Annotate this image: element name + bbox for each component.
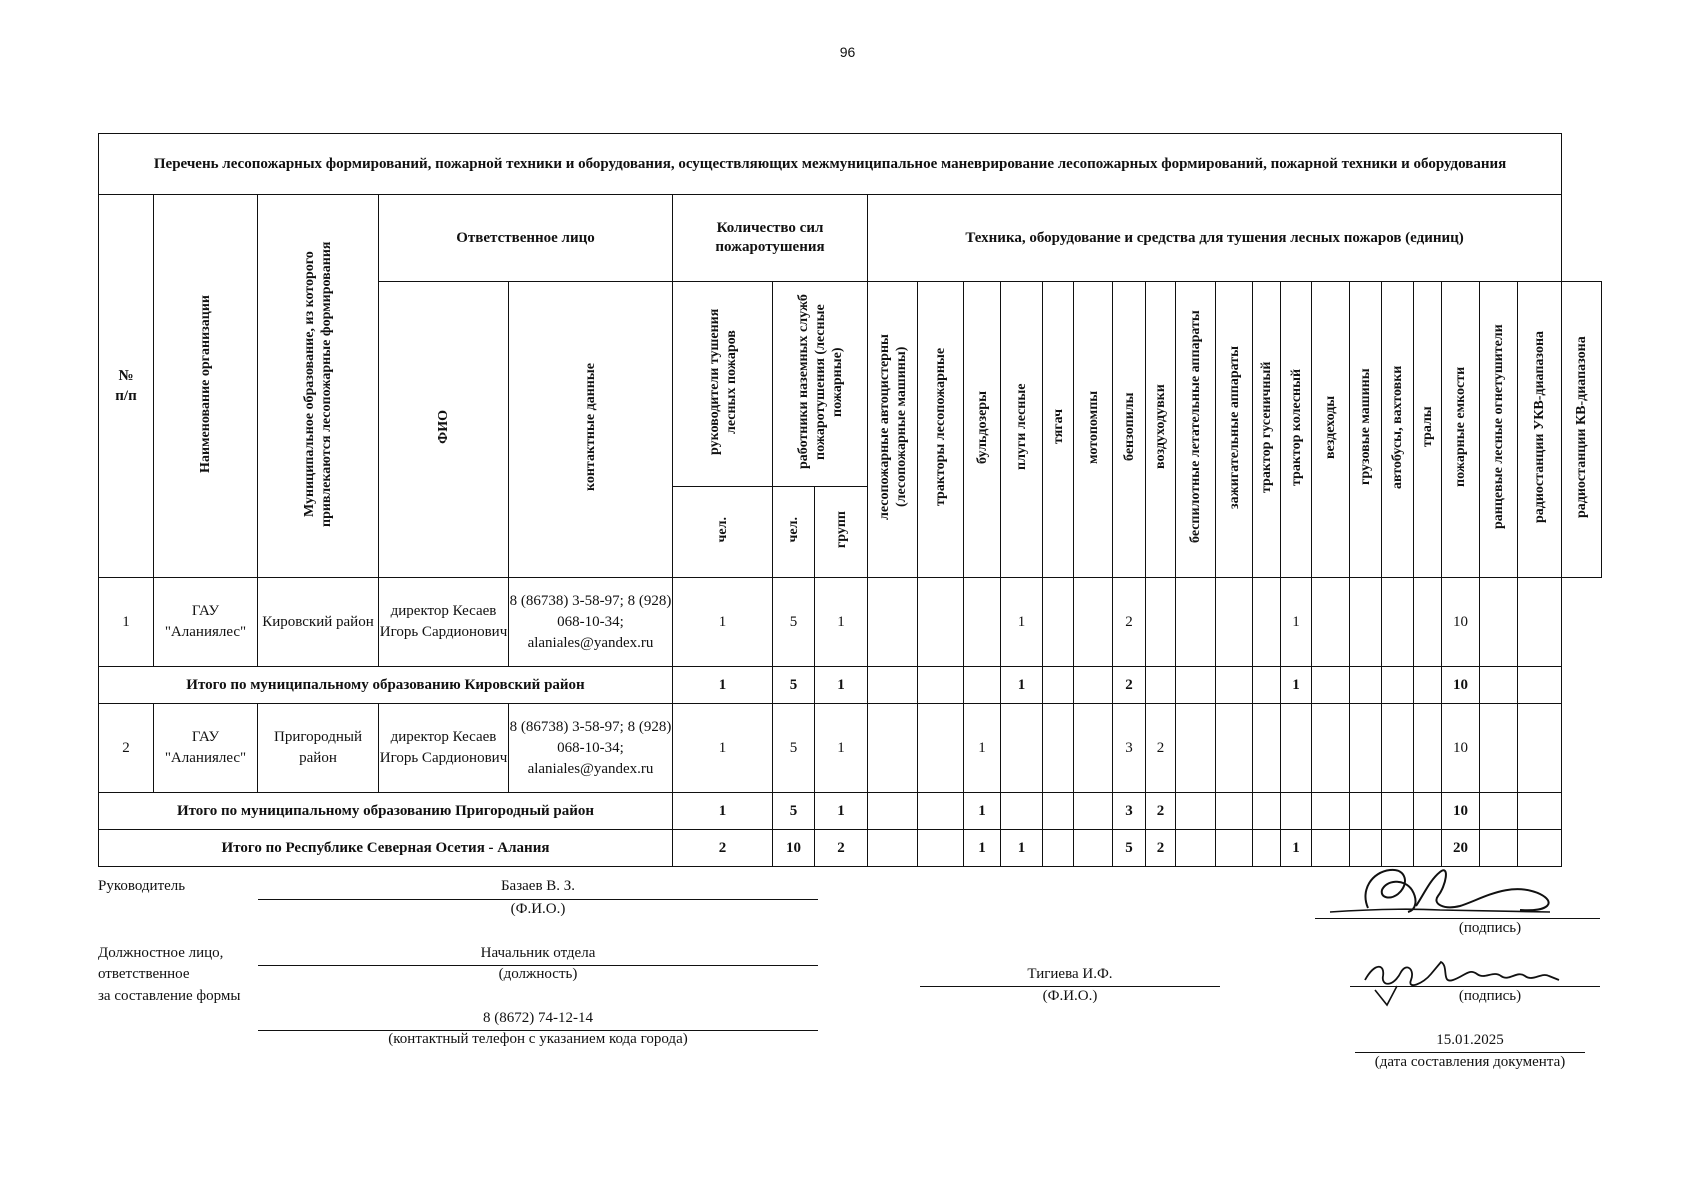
table-body	[99, 578, 1602, 867]
value-cell	[1216, 704, 1253, 793]
value-cell	[1480, 793, 1518, 830]
value-cell	[1176, 793, 1216, 830]
head-label: Руководитель	[98, 878, 186, 894]
header-unit-1: чел.	[773, 487, 815, 578]
value-cell	[1043, 793, 1074, 830]
value-cell	[1382, 578, 1414, 667]
row-num: 1	[99, 578, 154, 667]
official-label-3: за составление формы	[98, 988, 241, 1004]
header-eq-18: радиостанции УКВ-диапазона	[1518, 282, 1562, 578]
value-cell: 1	[1281, 830, 1312, 867]
official-position-caption: (должность)	[498, 966, 578, 982]
value-cell	[1350, 704, 1382, 793]
value-cell: 5	[773, 704, 815, 793]
value-cell: 2	[1146, 793, 1176, 830]
row-contacts: 8 (86738) 3-58-97; 8 (928) 068-10-34; alaniales@yandex.ru	[509, 704, 673, 793]
value-cell	[1043, 667, 1074, 704]
official-signature-line	[1350, 986, 1600, 987]
value-cell	[1074, 830, 1113, 867]
value-cell	[918, 793, 964, 830]
value-cell	[868, 793, 918, 830]
header-eq-16: пожарные емкости	[1442, 282, 1480, 578]
header-eq-14: автобусы, вахтовки	[1382, 282, 1414, 578]
value-cell	[1312, 667, 1350, 704]
value-cell	[1518, 578, 1562, 667]
head-signature-caption: (подпись)	[1458, 920, 1522, 936]
header-responsible: Ответственное лицо	[379, 195, 673, 282]
value-cell	[1414, 793, 1442, 830]
value-cell: 2	[1146, 830, 1176, 867]
header-municipality: Муниципальное образование, из которого привлекаются лесопожарные формирования	[258, 195, 379, 578]
value-cell	[1253, 667, 1281, 704]
value-cell: 1	[1281, 578, 1312, 667]
value-cell	[1176, 667, 1216, 704]
header-eq-9: зажигательные аппараты	[1216, 282, 1253, 578]
header-eq-6: бензопилы	[1113, 282, 1146, 578]
header-unit-0: чел.	[673, 487, 773, 578]
header-eq-3: плуги лесные	[1001, 282, 1043, 578]
header-eq-4: тягач	[1043, 282, 1074, 578]
header-eq-12: вездеходы	[1312, 282, 1350, 578]
value-cell	[1043, 704, 1074, 793]
value-cell: 2	[1113, 667, 1146, 704]
official-name-line	[920, 986, 1220, 987]
value-cell	[1281, 704, 1312, 793]
value-cell	[1382, 667, 1414, 704]
header-contacts: контактные данные	[509, 282, 673, 578]
value-cell	[868, 667, 918, 704]
header-eq-17: ранцевые лесные огнетушители	[1480, 282, 1518, 578]
value-cell	[1074, 578, 1113, 667]
value-cell	[1253, 830, 1281, 867]
header-eq-11: трактор колесный	[1281, 282, 1312, 578]
header-eq-13: грузовые машины	[1350, 282, 1382, 578]
value-cell	[1216, 830, 1253, 867]
value-cell: 2	[673, 830, 773, 867]
header-num: № п/п	[99, 195, 154, 578]
subtotal-row	[99, 793, 1602, 830]
table-row	[99, 704, 1602, 793]
table-title: Перечень лесопожарных формирований, пожарной техники и оборудования, осуществляющих межмуниципальное маневрирование лесопожарных формирований, пожарной техники и оборудования	[99, 134, 1562, 195]
value-cell	[1146, 667, 1176, 704]
header-forces-workers: работники наземных служб пожаротушения (лесные пожарные)	[773, 282, 868, 487]
header-unit-2: групп	[815, 487, 868, 578]
row-fio: директор Кесаев Игорь Сардионович	[379, 704, 509, 793]
row-org: ГАУ "Аланиялес"	[154, 578, 258, 667]
value-cell	[1176, 830, 1216, 867]
value-cell	[918, 578, 964, 667]
value-cell: 3	[1113, 704, 1146, 793]
document-date-caption: (дата составления документа)	[1374, 1054, 1566, 1070]
value-cell: 1	[964, 830, 1001, 867]
head-name-line	[258, 899, 818, 900]
head-signature-line	[1315, 918, 1600, 919]
value-cell	[1074, 793, 1113, 830]
header-eq-10: трактор гусеничный	[1253, 282, 1281, 578]
value-cell: 1	[815, 667, 868, 704]
value-cell	[918, 704, 964, 793]
value-cell	[1176, 578, 1216, 667]
value-cell	[1001, 793, 1043, 830]
value-cell: 1	[815, 578, 868, 667]
value-cell	[1074, 667, 1113, 704]
value-cell	[1001, 704, 1043, 793]
official-phone-caption: (контактный телефон с указанием кода города)	[388, 1031, 688, 1047]
document-date-line	[1355, 1052, 1585, 1053]
value-cell	[1253, 578, 1281, 667]
value-cell	[964, 667, 1001, 704]
value-cell: 1	[1281, 667, 1312, 704]
value-cell	[1043, 578, 1074, 667]
official-label-2: ответственное	[98, 966, 190, 982]
value-cell: 1	[673, 704, 773, 793]
document-date: 15.01.2025	[1436, 1032, 1504, 1048]
subtotal-row	[99, 667, 1602, 704]
value-cell	[868, 830, 918, 867]
official-signature-caption: (подпись)	[1458, 988, 1522, 1004]
page-number: 96	[839, 44, 856, 60]
value-cell: 1	[673, 793, 773, 830]
value-cell: 3	[1113, 793, 1146, 830]
header-forces-leaders: руководители тушения лесных пожаров	[673, 282, 773, 487]
value-cell	[1312, 578, 1350, 667]
value-cell	[1146, 578, 1176, 667]
value-cell	[1518, 793, 1562, 830]
value-cell: 1	[1001, 578, 1043, 667]
official-name: Тигиева И.Ф.	[1027, 966, 1113, 982]
row-municipality: Кировский район	[258, 578, 379, 667]
header-eq-2: бульдозеры	[964, 282, 1001, 578]
value-cell: 1	[964, 793, 1001, 830]
value-cell	[868, 704, 918, 793]
total-label: Итого по Республике Северная Осетия - Алания	[99, 830, 673, 867]
formations-table	[98, 133, 1602, 867]
value-cell: 10	[1442, 578, 1480, 667]
header-equipment: Техника, оборудование и средства для тушения лесных пожаров (единиц)	[868, 195, 1562, 282]
value-cell	[918, 830, 964, 867]
value-cell	[1074, 704, 1113, 793]
value-cell	[1480, 667, 1518, 704]
value-cell	[1176, 704, 1216, 793]
value-cell	[1480, 704, 1518, 793]
head-name: Базаев В. З.	[500, 878, 576, 894]
value-cell	[1216, 578, 1253, 667]
header-eq-19: радиостанции КВ-диапазона	[1562, 282, 1602, 578]
header-forces: Количество сил пожаротушения	[673, 195, 868, 282]
value-cell	[1253, 793, 1281, 830]
value-cell	[1350, 578, 1382, 667]
value-cell: 1	[815, 704, 868, 793]
value-cell	[1414, 578, 1442, 667]
table-row	[99, 578, 1602, 667]
header-eq-15: тралы	[1414, 282, 1442, 578]
value-cell	[1414, 667, 1442, 704]
row-contacts: 8 (86738) 3-58-97; 8 (928) 068-10-34; alaniales@yandex.ru	[509, 578, 673, 667]
value-cell	[918, 667, 964, 704]
total-label: Итого по муниципальному образованию Кировский район	[99, 667, 673, 704]
value-cell: 1	[673, 578, 773, 667]
header-eq-5: мотопомпы	[1074, 282, 1113, 578]
value-cell: 5	[773, 578, 815, 667]
value-cell	[1253, 704, 1281, 793]
value-cell: 10	[1442, 793, 1480, 830]
value-cell: 20	[1442, 830, 1480, 867]
value-cell	[1350, 793, 1382, 830]
head-name-caption: (Ф.И.О.)	[510, 901, 566, 917]
official-phone: 8 (8672) 74-12-14	[483, 1010, 593, 1026]
row-num: 2	[99, 704, 154, 793]
header-fio: ФИО	[379, 282, 509, 578]
value-cell	[1350, 667, 1382, 704]
value-cell	[1480, 578, 1518, 667]
value-cell: 10	[1442, 667, 1480, 704]
official-name-caption: (Ф.И.О.)	[1042, 988, 1098, 1004]
official-label-1: Должностное лицо,	[98, 945, 224, 961]
value-cell	[1216, 667, 1253, 704]
row-fio: директор Кесаев Игорь Сардионович	[379, 578, 509, 667]
header-eq-8: беспилотные летательные аппараты	[1176, 282, 1216, 578]
header-eq-7: воздуходувки	[1146, 282, 1176, 578]
value-cell: 10	[1442, 704, 1480, 793]
value-cell: 1	[673, 667, 773, 704]
value-cell	[1518, 704, 1562, 793]
value-cell	[1216, 793, 1253, 830]
value-cell	[1312, 704, 1350, 793]
value-cell	[868, 578, 918, 667]
value-cell: 1	[815, 793, 868, 830]
value-cell	[1043, 830, 1074, 867]
value-cell: 10	[773, 830, 815, 867]
value-cell: 1	[1001, 830, 1043, 867]
official-position: Начальник отдела	[480, 945, 596, 961]
header-eq-0: лесопожарные автоцистерны (лесопожарные машины)	[868, 282, 918, 578]
value-cell: 1	[1001, 667, 1043, 704]
value-cell	[1414, 704, 1442, 793]
value-cell	[1382, 793, 1414, 830]
row-municipality: Пригородный район	[258, 704, 379, 793]
value-cell: 1	[964, 704, 1001, 793]
header-org: Наименование организации	[154, 195, 258, 578]
total-label: Итого по муниципальному образованию Пригородный район	[99, 793, 673, 830]
value-cell: 2	[1113, 578, 1146, 667]
value-cell: 2	[815, 830, 868, 867]
value-cell	[1281, 793, 1312, 830]
value-cell: 2	[1146, 704, 1176, 793]
value-cell	[964, 578, 1001, 667]
value-cell	[1312, 793, 1350, 830]
value-cell: 5	[1113, 830, 1146, 867]
row-org: ГАУ "Аланиялес"	[154, 704, 258, 793]
value-cell	[1382, 704, 1414, 793]
header-eq-1: тракторы лесопожарные	[918, 282, 964, 578]
value-cell	[1518, 667, 1562, 704]
value-cell: 5	[773, 793, 815, 830]
value-cell: 5	[773, 667, 815, 704]
